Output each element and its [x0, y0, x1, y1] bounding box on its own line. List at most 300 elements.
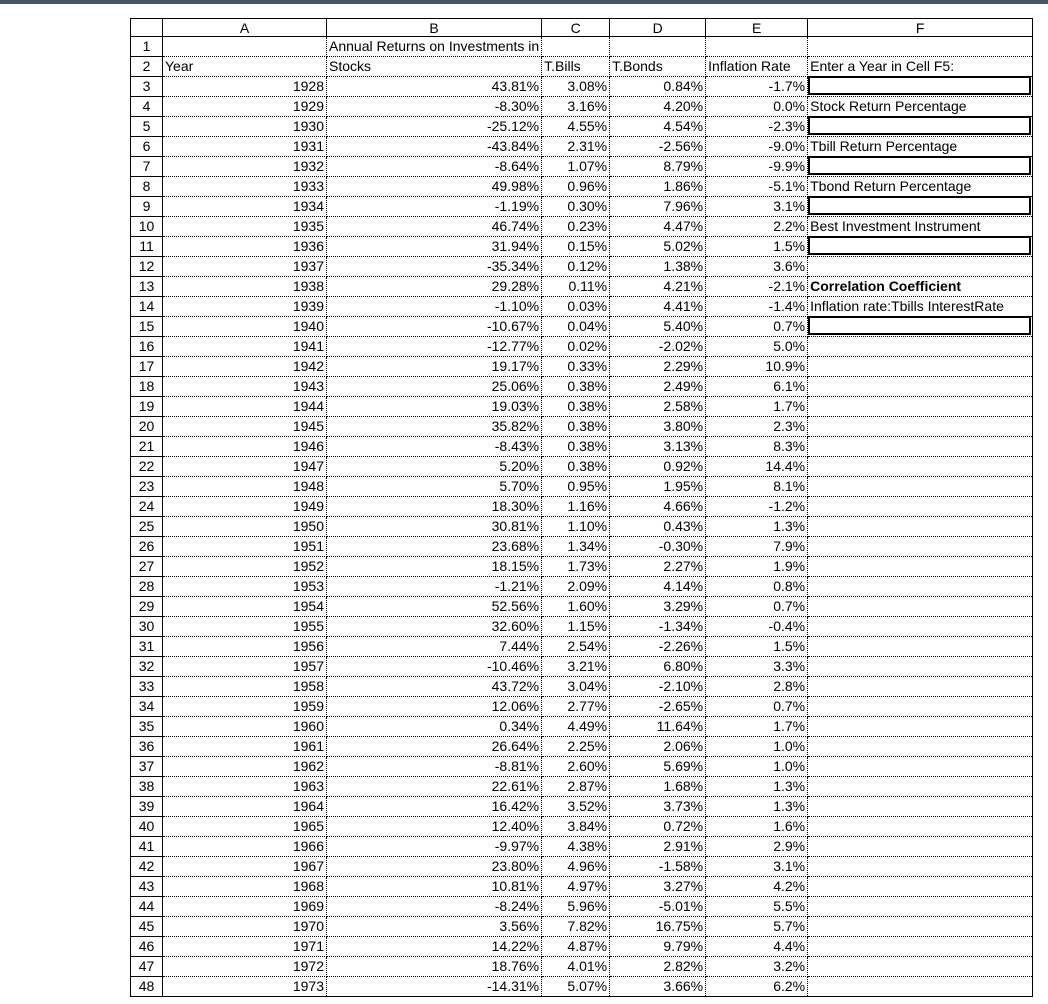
cell-a5[interactable]: 1930	[163, 117, 327, 137]
cell-d22[interactable]: 0.92%	[610, 457, 706, 477]
cell-a36[interactable]: 1961	[163, 737, 327, 757]
row-header-16[interactable]: 16	[131, 337, 163, 357]
cell-d5[interactable]: 4.54%	[610, 117, 706, 137]
cell-d14[interactable]: 4.41%	[610, 297, 706, 317]
cell-c43[interactable]: 4.97%	[542, 877, 610, 897]
cell-d43[interactable]: 3.27%	[610, 877, 706, 897]
cell-c48[interactable]: 5.07%	[542, 977, 610, 997]
cell-e22[interactable]: 14.4%	[706, 457, 808, 477]
column-header-f[interactable]: F	[808, 19, 1033, 37]
cell-a47[interactable]: 1972	[163, 957, 327, 977]
row-header-47[interactable]: 47	[131, 957, 163, 977]
row-header-2[interactable]: 2	[131, 57, 163, 77]
cell-e14[interactable]: -1.4%	[706, 297, 808, 317]
selected-input-box[interactable]	[808, 116, 1031, 135]
cell-b7[interactable]: -8.64%	[327, 157, 542, 177]
cell-b1[interactable]: Annual Returns on Investments in	[327, 37, 542, 57]
cell-d36[interactable]: 2.06%	[610, 737, 706, 757]
cell-e31[interactable]: 1.5%	[706, 637, 808, 657]
cell-d23[interactable]: 1.95%	[610, 477, 706, 497]
row-header-34[interactable]: 34	[131, 697, 163, 717]
row-header-3[interactable]: 3	[131, 77, 163, 97]
cell-b33[interactable]: 43.72%	[327, 677, 542, 697]
cell-b41[interactable]: -9.97%	[327, 837, 542, 857]
cell-f6-label[interactable]: Tbill Return Percentage	[808, 137, 1033, 157]
selected-input-box[interactable]	[808, 76, 1031, 95]
cell-d9[interactable]: 7.96%	[610, 197, 706, 217]
row-header-9[interactable]: 9	[131, 197, 163, 217]
cell-d15[interactable]: 5.40%	[610, 317, 706, 337]
cell-b40[interactable]: 12.40%	[327, 817, 542, 837]
cell-d44[interactable]: -5.01%	[610, 897, 706, 917]
column-header-e[interactable]: E	[706, 19, 808, 37]
cell-f27[interactable]	[808, 557, 1033, 577]
cell-f8-label[interactable]: Tbond Return Percentage	[808, 177, 1033, 197]
cell-d45[interactable]: 16.75%	[610, 917, 706, 937]
cell-d2[interactable]: T.Bonds	[610, 57, 706, 77]
cell-c7[interactable]: 1.07%	[542, 157, 610, 177]
cell-b48[interactable]: -14.31%	[327, 977, 542, 997]
row-header-20[interactable]: 20	[131, 417, 163, 437]
cell-a33[interactable]: 1958	[163, 677, 327, 697]
row-header-27[interactable]: 27	[131, 557, 163, 577]
cell-c9[interactable]: 0.30%	[542, 197, 610, 217]
cell-b29[interactable]: 52.56%	[327, 597, 542, 617]
cell-b4[interactable]: -8.30%	[327, 97, 542, 117]
cell-b27[interactable]: 18.15%	[327, 557, 542, 577]
cell-d25[interactable]: 0.43%	[610, 517, 706, 537]
cell-f14-label[interactable]: Inflation rate:Tbills InterestRate	[808, 297, 1033, 317]
row-header-42[interactable]: 42	[131, 857, 163, 877]
cell-a24[interactable]: 1949	[163, 497, 327, 517]
cell-c29[interactable]: 1.60%	[542, 597, 610, 617]
cell-d6[interactable]: -2.56%	[610, 137, 706, 157]
row-header-23[interactable]: 23	[131, 477, 163, 497]
cell-b9[interactable]: -1.19%	[327, 197, 542, 217]
row-header-48[interactable]: 48	[131, 977, 163, 997]
select-all-corner[interactable]	[131, 19, 163, 37]
cell-a7[interactable]: 1932	[163, 157, 327, 177]
cell-e18[interactable]: 6.1%	[706, 377, 808, 397]
cell-f34[interactable]	[808, 697, 1033, 717]
cell-f41[interactable]	[808, 837, 1033, 857]
cell-c42[interactable]: 4.96%	[542, 857, 610, 877]
cell-f23[interactable]	[808, 477, 1033, 497]
cell-e44[interactable]: 5.5%	[706, 897, 808, 917]
cell-a17[interactable]: 1942	[163, 357, 327, 377]
row-header-22[interactable]: 22	[131, 457, 163, 477]
cell-a45[interactable]: 1970	[163, 917, 327, 937]
cell-a14[interactable]: 1939	[163, 297, 327, 317]
row-header-41[interactable]: 41	[131, 837, 163, 857]
cell-a35[interactable]: 1960	[163, 717, 327, 737]
cell-b44[interactable]: -8.24%	[327, 897, 542, 917]
cell-d18[interactable]: 2.49%	[610, 377, 706, 397]
column-header-a[interactable]: A	[163, 19, 327, 37]
cell-e6[interactable]: -9.0%	[706, 137, 808, 157]
cell-b39[interactable]: 16.42%	[327, 797, 542, 817]
cell-f17[interactable]	[808, 357, 1033, 377]
cell-d37[interactable]: 5.69%	[610, 757, 706, 777]
cell-c11[interactable]: 0.15%	[542, 237, 610, 257]
cell-c13[interactable]: 0.11%	[542, 277, 610, 297]
cell-a16[interactable]: 1941	[163, 337, 327, 357]
cell-a43[interactable]: 1968	[163, 877, 327, 897]
cell-e41[interactable]: 2.9%	[706, 837, 808, 857]
cell-b18[interactable]: 25.06%	[327, 377, 542, 397]
cell-f45[interactable]	[808, 917, 1033, 937]
cell-e38[interactable]: 1.3%	[706, 777, 808, 797]
cell-c3[interactable]: 3.08%	[542, 77, 610, 97]
cell-a41[interactable]: 1966	[163, 837, 327, 857]
selected-input-box[interactable]	[808, 236, 1031, 255]
cell-e25[interactable]: 1.3%	[706, 517, 808, 537]
cell-c5[interactable]: 4.55%	[542, 117, 610, 137]
cell-b20[interactable]: 35.82%	[327, 417, 542, 437]
cell-d13[interactable]: 4.21%	[610, 277, 706, 297]
cell-a27[interactable]: 1952	[163, 557, 327, 577]
row-header-33[interactable]: 33	[131, 677, 163, 697]
cell-b28[interactable]: -1.21%	[327, 577, 542, 597]
row-header-6[interactable]: 6	[131, 137, 163, 157]
cell-b37[interactable]: -8.81%	[327, 757, 542, 777]
cell-d8[interactable]: 1.86%	[610, 177, 706, 197]
cell-b17[interactable]: 19.17%	[327, 357, 542, 377]
cell-b6[interactable]: -43.84%	[327, 137, 542, 157]
selected-input-box[interactable]	[808, 156, 1031, 175]
cell-c38[interactable]: 2.87%	[542, 777, 610, 797]
cell-a20[interactable]: 1945	[163, 417, 327, 437]
cell-e11[interactable]: 1.5%	[706, 237, 808, 257]
cell-b36[interactable]: 26.64%	[327, 737, 542, 757]
cell-f33[interactable]	[808, 677, 1033, 697]
cell-e8[interactable]: -5.1%	[706, 177, 808, 197]
cell-a38[interactable]: 1963	[163, 777, 327, 797]
cell-f39[interactable]	[808, 797, 1033, 817]
cell-a9[interactable]: 1934	[163, 197, 327, 217]
cell-b26[interactable]: 23.68%	[327, 537, 542, 557]
cell-f26[interactable]	[808, 537, 1033, 557]
cell-e5[interactable]: -2.3%	[706, 117, 808, 137]
cell-f2[interactable]: Enter a Year in Cell F5:	[808, 57, 1033, 77]
cell-d26[interactable]: -0.30%	[610, 537, 706, 557]
cell-e2[interactable]: Inflation Rate	[706, 57, 808, 77]
cell-d33[interactable]: -2.10%	[610, 677, 706, 697]
cell-d35[interactable]: 11.64%	[610, 717, 706, 737]
cell-a34[interactable]: 1959	[163, 697, 327, 717]
cell-f20[interactable]	[808, 417, 1033, 437]
cell-e29[interactable]: 0.7%	[706, 597, 808, 617]
cell-b2[interactable]: Stocks	[327, 57, 542, 77]
row-header-13[interactable]: 13	[131, 277, 163, 297]
cell-b14[interactable]: -1.10%	[327, 297, 542, 317]
row-header-40[interactable]: 40	[131, 817, 163, 837]
cell-b35[interactable]: 0.34%	[327, 717, 542, 737]
cell-f12[interactable]	[808, 257, 1033, 277]
cell-e34[interactable]: 0.7%	[706, 697, 808, 717]
cell-c34[interactable]: 2.77%	[542, 697, 610, 717]
cell-e32[interactable]: 3.3%	[706, 657, 808, 677]
cell-f22[interactable]	[808, 457, 1033, 477]
cell-c40[interactable]: 3.84%	[542, 817, 610, 837]
cell-f48[interactable]	[808, 977, 1033, 997]
cell-f1[interactable]	[808, 37, 1033, 57]
cell-e1[interactable]	[706, 37, 808, 57]
cell-d40[interactable]: 0.72%	[610, 817, 706, 837]
cell-e46[interactable]: 4.4%	[706, 937, 808, 957]
cell-c39[interactable]: 3.52%	[542, 797, 610, 817]
cell-e43[interactable]: 4.2%	[706, 877, 808, 897]
cell-b23[interactable]: 5.70%	[327, 477, 542, 497]
cell-c36[interactable]: 2.25%	[542, 737, 610, 757]
cell-c19[interactable]: 0.38%	[542, 397, 610, 417]
cell-b15[interactable]: -10.67%	[327, 317, 542, 337]
cell-b8[interactable]: 49.98%	[327, 177, 542, 197]
cell-c31[interactable]: 2.54%	[542, 637, 610, 657]
cell-f19[interactable]	[808, 397, 1033, 417]
cell-e28[interactable]: 0.8%	[706, 577, 808, 597]
cell-f36[interactable]	[808, 737, 1033, 757]
cell-c1[interactable]	[542, 37, 610, 57]
cell-d47[interactable]: 2.82%	[610, 957, 706, 977]
cell-f21[interactable]	[808, 437, 1033, 457]
cell-c22[interactable]: 0.38%	[542, 457, 610, 477]
cell-f10-label[interactable]: Best Investment Instrument	[808, 217, 1033, 237]
row-header-8[interactable]: 8	[131, 177, 163, 197]
cell-d39[interactable]: 3.73%	[610, 797, 706, 817]
row-header-14[interactable]: 14	[131, 297, 163, 317]
cell-c14[interactable]: 0.03%	[542, 297, 610, 317]
cell-c37[interactable]: 2.60%	[542, 757, 610, 777]
cell-f16[interactable]	[808, 337, 1033, 357]
cell-c47[interactable]: 4.01%	[542, 957, 610, 977]
cell-f25[interactable]	[808, 517, 1033, 537]
cell-e26[interactable]: 7.9%	[706, 537, 808, 557]
cell-a10[interactable]: 1935	[163, 217, 327, 237]
cell-e20[interactable]: 2.3%	[706, 417, 808, 437]
cell-f43[interactable]	[808, 877, 1033, 897]
row-header-26[interactable]: 26	[131, 537, 163, 557]
cell-f15-input[interactable]	[808, 317, 1033, 337]
row-header-25[interactable]: 25	[131, 517, 163, 537]
cell-a37[interactable]: 1962	[163, 757, 327, 777]
cell-e12[interactable]: 3.6%	[706, 257, 808, 277]
cell-f29[interactable]	[808, 597, 1033, 617]
row-header-21[interactable]: 21	[131, 437, 163, 457]
cell-d48[interactable]: 3.66%	[610, 977, 706, 997]
cell-a13[interactable]: 1938	[163, 277, 327, 297]
cell-a15[interactable]: 1940	[163, 317, 327, 337]
cell-c6[interactable]: 2.31%	[542, 137, 610, 157]
cell-d34[interactable]: -2.65%	[610, 697, 706, 717]
cell-e35[interactable]: 1.7%	[706, 717, 808, 737]
cell-e40[interactable]: 1.6%	[706, 817, 808, 837]
cell-d27[interactable]: 2.27%	[610, 557, 706, 577]
row-header-18[interactable]: 18	[131, 377, 163, 397]
cell-e37[interactable]: 1.0%	[706, 757, 808, 777]
selected-input-box[interactable]	[808, 196, 1031, 215]
cell-a31[interactable]: 1956	[163, 637, 327, 657]
cell-b47[interactable]: 18.76%	[327, 957, 542, 977]
cell-b43[interactable]: 10.81%	[327, 877, 542, 897]
cell-e15[interactable]: 0.7%	[706, 317, 808, 337]
row-header-39[interactable]: 39	[131, 797, 163, 817]
cell-b25[interactable]: 30.81%	[327, 517, 542, 537]
row-header-4[interactable]: 4	[131, 97, 163, 117]
row-header-44[interactable]: 44	[131, 897, 163, 917]
selected-input-box[interactable]	[808, 316, 1031, 335]
row-header-30[interactable]: 30	[131, 617, 163, 637]
cell-e10[interactable]: 2.2%	[706, 217, 808, 237]
cell-c18[interactable]: 0.38%	[542, 377, 610, 397]
cell-c4[interactable]: 3.16%	[542, 97, 610, 117]
cell-f32[interactable]	[808, 657, 1033, 677]
cell-e17[interactable]: 10.9%	[706, 357, 808, 377]
row-header-7[interactable]: 7	[131, 157, 163, 177]
cell-b46[interactable]: 14.22%	[327, 937, 542, 957]
row-header-45[interactable]: 45	[131, 917, 163, 937]
row-header-17[interactable]: 17	[131, 357, 163, 377]
cell-b45[interactable]: 3.56%	[327, 917, 542, 937]
cell-d10[interactable]: 4.47%	[610, 217, 706, 237]
cell-d19[interactable]: 2.58%	[610, 397, 706, 417]
cell-b13[interactable]: 29.28%	[327, 277, 542, 297]
cell-a48[interactable]: 1973	[163, 977, 327, 997]
cell-c45[interactable]: 7.82%	[542, 917, 610, 937]
cell-c24[interactable]: 1.16%	[542, 497, 610, 517]
row-header-24[interactable]: 24	[131, 497, 163, 517]
cell-b32[interactable]: -10.46%	[327, 657, 542, 677]
cell-f3-input[interactable]	[808, 77, 1033, 97]
row-header-36[interactable]: 36	[131, 737, 163, 757]
cell-b16[interactable]: -12.77%	[327, 337, 542, 357]
cell-f47[interactable]	[808, 957, 1033, 977]
cell-f4-label[interactable]: Stock Return Percentage	[808, 97, 1033, 117]
cell-a21[interactable]: 1946	[163, 437, 327, 457]
cell-c20[interactable]: 0.38%	[542, 417, 610, 437]
cell-a44[interactable]: 1969	[163, 897, 327, 917]
cell-b19[interactable]: 19.03%	[327, 397, 542, 417]
cell-f46[interactable]	[808, 937, 1033, 957]
cell-a11[interactable]: 1936	[163, 237, 327, 257]
cell-f35[interactable]	[808, 717, 1033, 737]
cell-a26[interactable]: 1951	[163, 537, 327, 557]
cell-b34[interactable]: 12.06%	[327, 697, 542, 717]
cell-d1[interactable]	[610, 37, 706, 57]
cell-b22[interactable]: 5.20%	[327, 457, 542, 477]
cell-f18[interactable]	[808, 377, 1033, 397]
cell-a46[interactable]: 1971	[163, 937, 327, 957]
cell-f11-input[interactable]	[808, 237, 1033, 257]
cell-c21[interactable]: 0.38%	[542, 437, 610, 457]
cell-f13-label[interactable]: Correlation Coefficient	[808, 277, 1033, 297]
cell-c30[interactable]: 1.15%	[542, 617, 610, 637]
cell-f5-input[interactable]	[808, 117, 1033, 137]
cell-e7[interactable]: -9.9%	[706, 157, 808, 177]
cell-f37[interactable]	[808, 757, 1033, 777]
cell-f30[interactable]	[808, 617, 1033, 637]
cell-c25[interactable]: 1.10%	[542, 517, 610, 537]
cell-c2[interactable]: T.Bills	[542, 57, 610, 77]
cell-a18[interactable]: 1943	[163, 377, 327, 397]
row-header-32[interactable]: 32	[131, 657, 163, 677]
cell-a28[interactable]: 1953	[163, 577, 327, 597]
cell-c8[interactable]: 0.96%	[542, 177, 610, 197]
cell-e33[interactable]: 2.8%	[706, 677, 808, 697]
cell-c32[interactable]: 3.21%	[542, 657, 610, 677]
cell-a4[interactable]: 1929	[163, 97, 327, 117]
cell-d12[interactable]: 1.38%	[610, 257, 706, 277]
cell-d46[interactable]: 9.79%	[610, 937, 706, 957]
cell-f31[interactable]	[808, 637, 1033, 657]
cell-a2[interactable]: Year	[163, 57, 327, 77]
row-header-43[interactable]: 43	[131, 877, 163, 897]
cell-d31[interactable]: -2.26%	[610, 637, 706, 657]
cell-e3[interactable]: -1.7%	[706, 77, 808, 97]
row-header-38[interactable]: 38	[131, 777, 163, 797]
cell-c17[interactable]: 0.33%	[542, 357, 610, 377]
cell-a40[interactable]: 1965	[163, 817, 327, 837]
cell-a8[interactable]: 1933	[163, 177, 327, 197]
cell-a25[interactable]: 1950	[163, 517, 327, 537]
cell-b24[interactable]: 18.30%	[327, 497, 542, 517]
cell-a32[interactable]: 1957	[163, 657, 327, 677]
cell-e9[interactable]: 3.1%	[706, 197, 808, 217]
cell-e47[interactable]: 3.2%	[706, 957, 808, 977]
cell-f42[interactable]	[808, 857, 1033, 877]
cell-e4[interactable]: 0.0%	[706, 97, 808, 117]
cell-e39[interactable]: 1.3%	[706, 797, 808, 817]
cell-e24[interactable]: -1.2%	[706, 497, 808, 517]
cell-b31[interactable]: 7.44%	[327, 637, 542, 657]
row-header-15[interactable]: 15	[131, 317, 163, 337]
cell-a19[interactable]: 1944	[163, 397, 327, 417]
cell-d28[interactable]: 4.14%	[610, 577, 706, 597]
cell-b10[interactable]: 46.74%	[327, 217, 542, 237]
cell-a29[interactable]: 1954	[163, 597, 327, 617]
cell-f9-input[interactable]	[808, 197, 1033, 217]
column-header-c[interactable]: C	[542, 19, 610, 37]
row-header-1[interactable]: 1	[131, 37, 163, 57]
cell-b12[interactable]: -35.34%	[327, 257, 542, 277]
cell-c35[interactable]: 4.49%	[542, 717, 610, 737]
cell-f40[interactable]	[808, 817, 1033, 837]
cell-e36[interactable]: 1.0%	[706, 737, 808, 757]
cell-c44[interactable]: 5.96%	[542, 897, 610, 917]
cell-d11[interactable]: 5.02%	[610, 237, 706, 257]
row-header-10[interactable]: 10	[131, 217, 163, 237]
cell-d32[interactable]: 6.80%	[610, 657, 706, 677]
cell-d4[interactable]: 4.20%	[610, 97, 706, 117]
cell-d24[interactable]: 4.66%	[610, 497, 706, 517]
cell-f38[interactable]	[808, 777, 1033, 797]
cell-a22[interactable]: 1947	[163, 457, 327, 477]
cell-a30[interactable]: 1955	[163, 617, 327, 637]
cell-b11[interactable]: 31.94%	[327, 237, 542, 257]
row-header-19[interactable]: 19	[131, 397, 163, 417]
cell-e45[interactable]: 5.7%	[706, 917, 808, 937]
cell-e16[interactable]: 5.0%	[706, 337, 808, 357]
cell-b5[interactable]: -25.12%	[327, 117, 542, 137]
column-header-d[interactable]: D	[610, 19, 706, 37]
cell-d20[interactable]: 3.80%	[610, 417, 706, 437]
cell-e30[interactable]: -0.4%	[706, 617, 808, 637]
cell-d3[interactable]: 0.84%	[610, 77, 706, 97]
cell-f44[interactable]	[808, 897, 1033, 917]
cell-d29[interactable]: 3.29%	[610, 597, 706, 617]
cell-c16[interactable]: 0.02%	[542, 337, 610, 357]
cell-e13[interactable]: -2.1%	[706, 277, 808, 297]
